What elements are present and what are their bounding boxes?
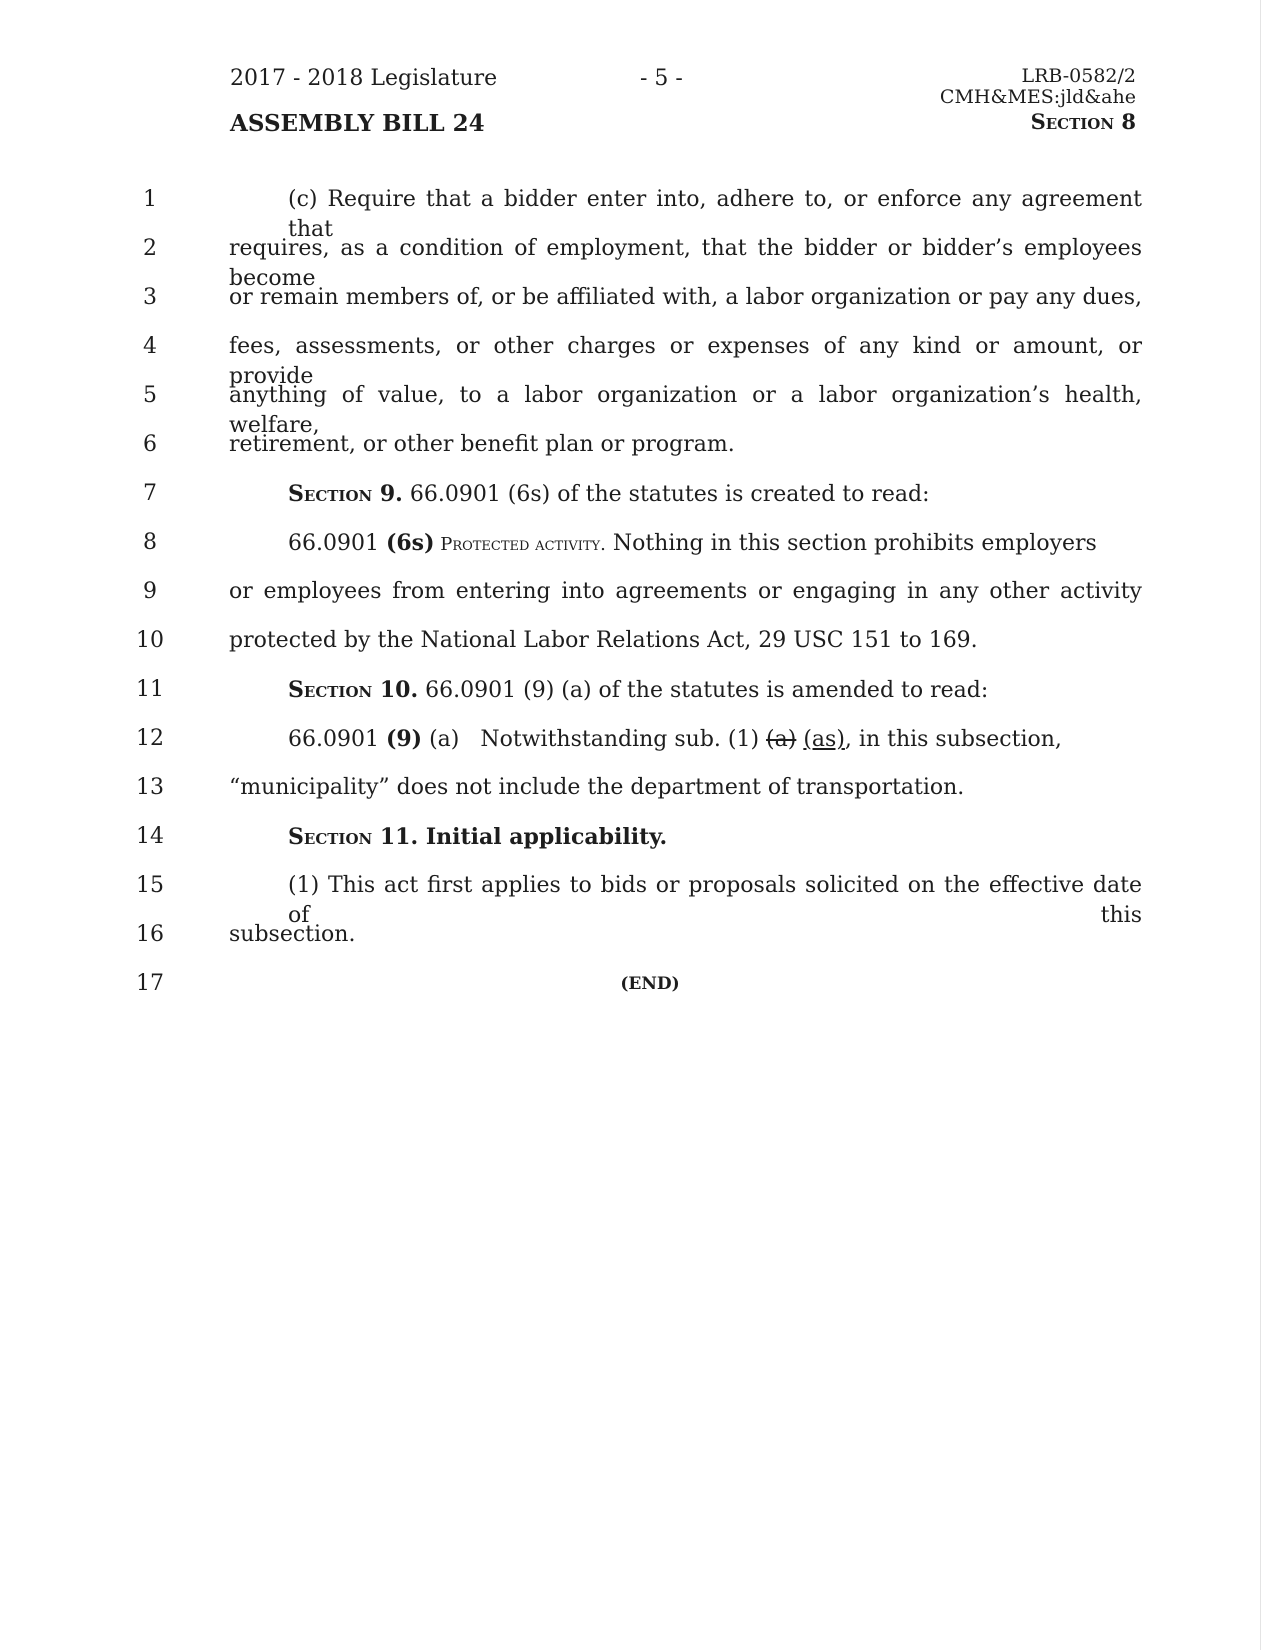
line-2 <box>0 234 1275 291</box>
line-8 <box>0 528 1275 568</box>
line-number: 17 <box>136 971 164 996</box>
line-text: or employees from entering into agreements or engaging in any other activity <box>229 579 1142 604</box>
line-number: 8 <box>143 530 157 555</box>
line-text: subsection. <box>229 922 356 947</box>
line-14 <box>0 822 1275 862</box>
line-10 <box>0 626 1275 666</box>
subsection-heading: Protected activity. <box>434 534 606 555</box>
line-text: protected by the National Labor Relations Act, 29 USC 151 to 169. <box>229 628 978 653</box>
subsection-number: (9) <box>385 726 423 752</box>
line-number: 7 <box>143 481 157 506</box>
line-text <box>288 479 1142 510</box>
line-16 <box>0 920 1275 960</box>
line-text: retirement, or other benefit plan or program. <box>229 432 735 457</box>
line-3 <box>0 283 1275 323</box>
line-text <box>288 724 1142 755</box>
bill-title: ASSEMBLY BILL 24 <box>230 110 485 137</box>
line-text <box>288 822 1142 852</box>
section-label: Section 11. <box>288 824 419 850</box>
line-number: 5 <box>143 383 157 408</box>
line-text: (c) Require that a bidder enter into, adhere to, or enforce any agreement that <box>288 187 1142 242</box>
subsection-text: Nothing in this section prohibits employers <box>605 531 1097 556</box>
line-number: 15 <box>136 873 164 898</box>
line-number: 13 <box>136 775 164 800</box>
page-number: - 5 - <box>640 66 683 91</box>
inserted-text: (as) <box>803 727 845 752</box>
end-marker: (END) <box>620 974 680 994</box>
lrb-number: LRB-0582/2 <box>1021 65 1136 87</box>
deleted-text: (a) <box>766 727 797 752</box>
line-number: 3 <box>143 285 157 310</box>
line-11 <box>0 675 1275 715</box>
line-text: or remain members of, or be affiliated with, a labor organization or pay any dues, <box>229 285 1142 310</box>
line-1 <box>0 185 1275 242</box>
section-header: Section 8 <box>1030 109 1136 134</box>
line-text <box>288 675 1142 706</box>
line-13 <box>0 773 1275 813</box>
statute-cite: 66.0901 <box>288 727 386 752</box>
section-text: 66.0901 (6s) of the statutes is created to read: <box>402 482 930 507</box>
line-text: (1) This act first applies to bids or proposals solicited on the effective date of this <box>288 873 1142 928</box>
line-15 <box>0 871 1275 928</box>
line-number: 2 <box>143 236 157 261</box>
line-9 <box>0 577 1275 617</box>
subsection-number: (6s) <box>385 530 435 556</box>
line-text: fees, assessments, or other charges or expenses of any kind or amount, or provide <box>229 334 1142 389</box>
line-12 <box>0 724 1275 764</box>
line-4 <box>0 332 1275 389</box>
line-number: 9 <box>143 579 157 604</box>
line-text <box>288 528 1142 560</box>
legislature-header: 2017 - 2018 Legislature <box>230 66 498 91</box>
section-text: 66.0901 (9) (a) of the statutes is amended to read: <box>418 678 989 703</box>
line-number: 1 <box>143 187 157 212</box>
amendment-text-end: , in this subsection, <box>844 727 1062 752</box>
section-label: Section 9. <box>288 481 403 507</box>
drafter-initials: CMH&MES:jld&ahe <box>939 86 1136 108</box>
line-5 <box>0 381 1275 438</box>
line-text: requires, as a condition of employment, that the bidder or bidder’s employees become <box>229 236 1142 291</box>
line-number: 12 <box>136 726 164 751</box>
section-heading: Initial applicability. <box>418 824 668 850</box>
line-text: “municipality” does not include the department of transportation. <box>229 775 965 800</box>
line-text: anything of value, to a labor organization or a labor organization’s health, welfare, <box>229 383 1142 438</box>
line-number: 6 <box>143 432 157 457</box>
statute-cite: 66.0901 <box>288 531 386 556</box>
line-7 <box>0 479 1275 519</box>
section-label: Section 10. <box>288 677 419 703</box>
amendment-text: (a) Notwithstanding sub. (1) <box>422 727 767 752</box>
line-6 <box>0 430 1275 470</box>
line-number: 14 <box>136 824 164 849</box>
line-number: 4 <box>143 334 157 359</box>
line-number: 16 <box>136 922 164 947</box>
line-17 <box>0 969 1275 1009</box>
line-number: 10 <box>136 628 164 653</box>
line-number: 11 <box>136 677 164 702</box>
